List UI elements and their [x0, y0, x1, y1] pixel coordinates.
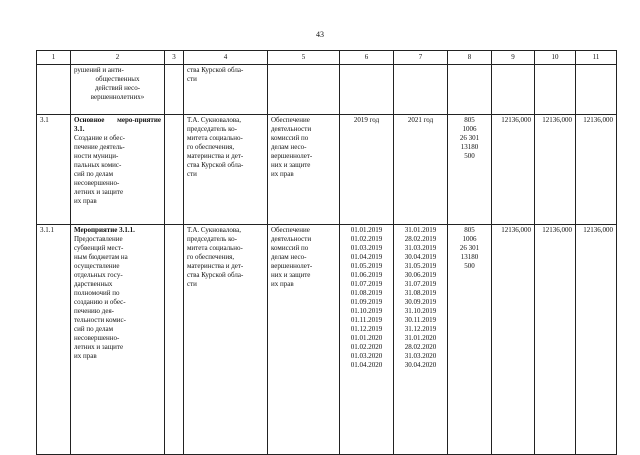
continuation-description: рушений и анти- общественных действий несо- вершеннолетних»: [71, 65, 165, 115]
value-2021: 12136,000: [576, 115, 617, 225]
value-2021: 12136,000: [576, 225, 617, 455]
continuation-row: [37, 65, 617, 115]
col-header: 3: [165, 51, 184, 65]
col-header: 6: [340, 51, 394, 65]
activity-cell: Основное меро-приятие 3.1. Создание и обес- печение деятель- ности муници- пальных комис- сий по делам несовершенно- летних и защите их прав: [71, 115, 165, 225]
col-header: 10: [535, 51, 576, 65]
page-number: 43: [316, 30, 324, 39]
activity-title: Основное меро-приятие 3.1.: [74, 116, 161, 133]
col-header: 4: [184, 51, 268, 65]
executor-cell: Т.А. Сукновалова, председатель ко- митета социально- го обеспечения, материнства и дет- ства Курской обла- сти: [184, 115, 268, 225]
column-number-row: [37, 51, 617, 65]
activity-title: Мероприятие 3.1.1.: [74, 226, 135, 234]
col-header: 7: [394, 51, 448, 65]
end-dates: 31.01.2019 28.02.2019 31.03.2019 30.04.2019 31.05.2019 30.06.2019 31.07.2019 31.08.2019 30.09.2019 31.10.2019 30.11.2019 31.12.2019 31.01.2020 28.02.2020 31.03.2020 30.04.2020: [394, 225, 448, 455]
executor-cell: Т.А. Сукновалова, председатель ко- митета социально- го обеспечения, материнства и дет- ства Курской обла- сти: [184, 225, 268, 455]
start-date: 2019 год: [340, 115, 394, 225]
program-table: [36, 50, 617, 455]
continuation-executor: ства Курской обла- сти: [184, 65, 268, 115]
result-cell: Обеспечение деятельности комиссий по делам несо- вершеннолет- них и защите их прав: [268, 115, 340, 225]
start-dates: 01.01.2019 01.02.2019 01.03.2019 01.04.2019 01.05.2019 01.06.2019 01.07.2019 01.08.2019 01.09.2019 01.10.2019 01.11.2019 01.12.2019 01.01.2020 01.02.2020 01.03.2020 01.04.2020: [340, 225, 394, 455]
value-2019: 12136,000: [492, 225, 535, 455]
col-header: 9: [492, 51, 535, 65]
value-2020: 12136,000: [535, 225, 576, 455]
table-row-3-1: [37, 115, 617, 225]
value-2019: 12136,000: [492, 115, 535, 225]
row-number: 3.1: [37, 115, 71, 225]
budget-codes: 805 1006 26 301 13180 500: [448, 225, 492, 455]
col-header: 11: [576, 51, 617, 65]
budget-codes: 805 1006 26 301 13180 500: [448, 115, 492, 225]
activity-cell: Мероприятие 3.1.1. Предоставление субвенций мест- ным бюджетам на осуществление отдельных госу- дарственных полномочий по созданию и обес- печению дея- тельности комис- сий по делам несовершенно- летних и защите их прав: [71, 225, 165, 455]
table-row-3-1-1: [37, 225, 617, 455]
row-number: 3.1.1: [37, 225, 71, 455]
col-header: 5: [268, 51, 340, 65]
result-cell: Обеспечение деятельности комиссий по делам несо- вершеннолет- них и защите их прав: [268, 225, 340, 455]
col-header: 1: [37, 51, 71, 65]
end-date: 2021 год: [394, 115, 448, 225]
col-header: 8: [448, 51, 492, 65]
value-2020: 12136,000: [535, 115, 576, 225]
col-header: 2: [71, 51, 165, 65]
